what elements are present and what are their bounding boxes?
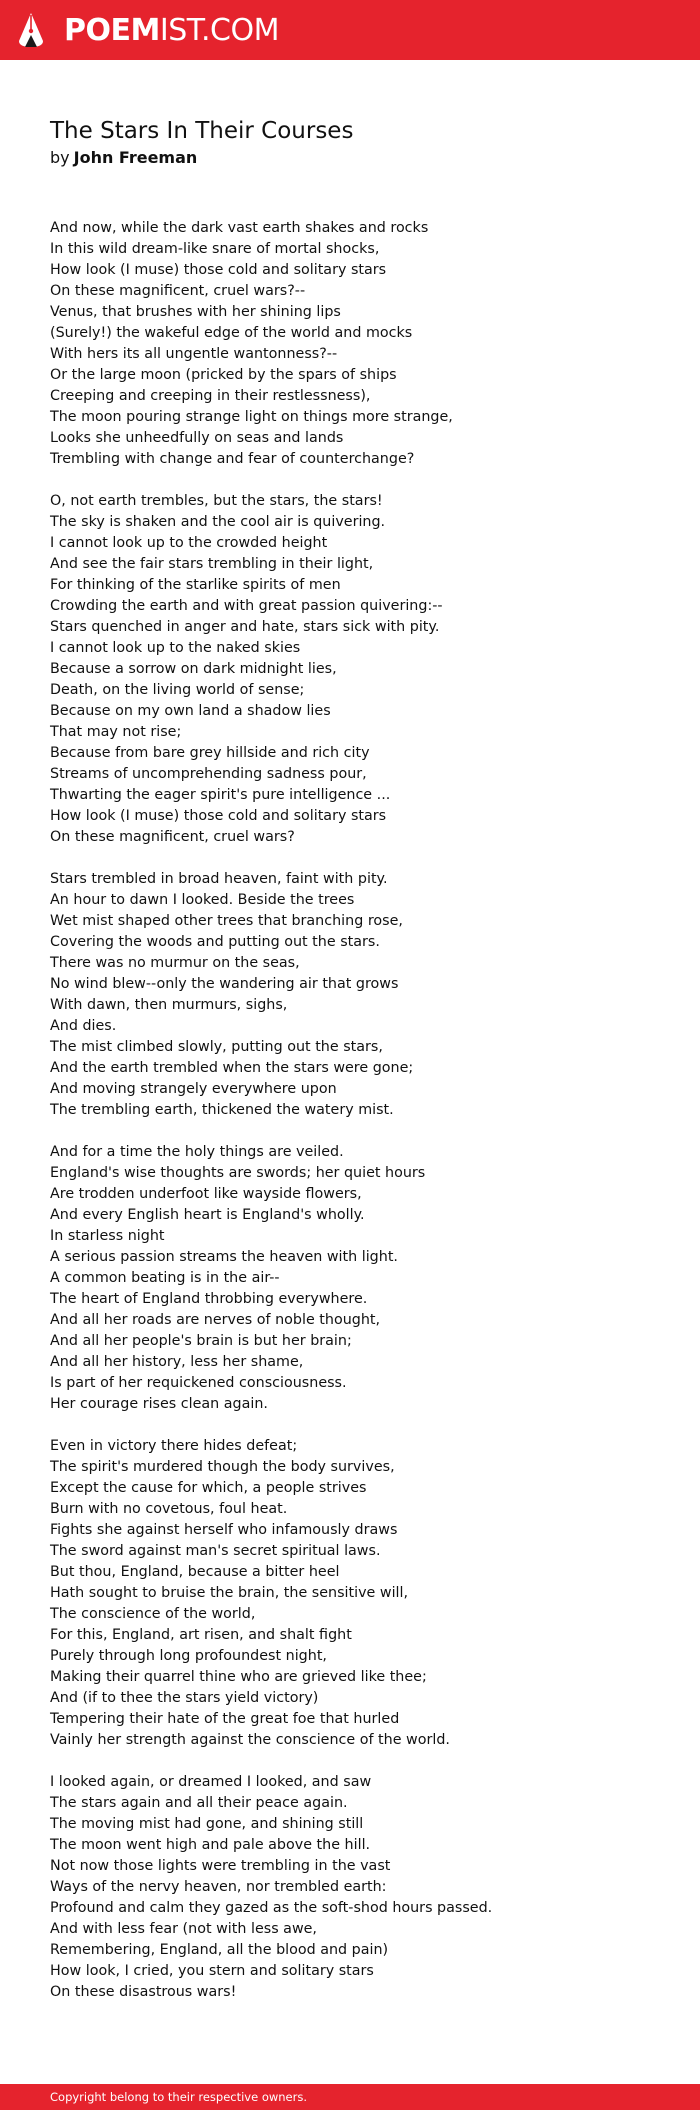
poem-line: The spirit's murdered though the body survives, [50,1459,395,1475]
poem-line: And see the fair stars trembling in their light, [50,556,374,572]
poem-line: Not now those lights were trembling in the vast [50,1858,391,1874]
poem-line: Looks she unheedfully on seas and lands [50,430,344,446]
stanza [50,1436,670,1751]
poem-line: And with less fear (not with less awe, [50,1921,317,1937]
poem-line: Because from bare grey hillside and rich city [50,745,370,761]
poem-line: I looked again, or dreamed I looked, and saw [50,1774,372,1790]
copyright-text: Copyright belong to their respective owners. [50,2090,308,2104]
poem-line: In this wild dream-like snare of mortal shocks, [50,241,380,257]
poem-line: Wet mist shaped other trees that branching rose, [50,913,403,929]
site-footer [0,2084,700,2110]
poem-line: Creeping and creeping in their restlessness), [50,388,371,404]
poem-title: The Stars In Their Courses [50,118,354,144]
poem-line: Purely through long profoundest night, [50,1648,327,1664]
poem-line: That may not rise; [50,724,182,740]
poem-line: And moving strangely everywhere upon [50,1081,337,1097]
poem-line: O, not earth trembles, but the stars, the stars! [50,493,383,509]
poem-line: But thou, England, because a bitter heel [50,1564,340,1580]
poem-line: The moon pouring strange light on things more strange, [50,409,453,425]
poem-line: Hath sought to bruise the brain, the sensitive will, [50,1585,409,1601]
poem-line: Her courage rises clean again. [50,1396,268,1412]
poem-line: Remembering, England, all the blood and pain) [50,1942,389,1958]
stanza-break [50,848,670,869]
byline-by: by [50,148,70,167]
poem-line: With dawn, then murmurs, sighs, [50,997,288,1013]
poem-line: No wind blew--only the wandering air that grows [50,976,399,992]
poem-line: And all her roads are nerves of noble thought, [50,1312,381,1328]
poem-line: The moon went high and pale above the hill. [50,1837,371,1853]
poem-line: The sword against man's secret spiritual laws. [50,1543,381,1559]
poem-line: The moving mist had gone, and shining still [50,1816,364,1832]
poem-line: Because on my own land a shadow lies [50,703,331,719]
poem-line: I cannot look up to the crowded height [50,535,328,551]
poem-line: I cannot look up to the naked skies [50,640,301,656]
stanza [50,1772,670,2003]
poem-line: Covering the woods and putting out the stars. [50,934,380,950]
poem-line: Or the large moon (pricked by the spars of ships [50,367,397,383]
site-logo[interactable] [16,11,279,51]
poem-line: And every English heart is England's wholly. [50,1207,365,1223]
poem-line: In starless night [50,1228,165,1244]
stanza-break [50,1415,670,1436]
poem-line: For thinking of the starlike spirits of men [50,577,341,593]
site-logo-text [64,11,279,51]
poem-line: The conscience of the world, [50,1606,256,1622]
poem-line: Death, on the living world of sense; [50,682,305,698]
logo-text-bold: POEM [64,13,160,48]
poem-line: On these magnificent, cruel wars?-- [50,283,306,299]
poem-line: Venus, that brushes with her shining lips [50,304,341,320]
poem-line: Fights she against herself who infamously draws [50,1522,398,1538]
poem-line: Thwarting the eager spirit's pure intelligence ... [50,787,391,803]
poem-line: Because a sorrow on dark midnight lies, [50,661,337,677]
poem-line: And all her people's brain is but her brain; [50,1333,352,1349]
poem-line: (Surely!) the wakeful edge of the world and mocks [50,325,413,341]
poem-line: There was no murmur on the seas, [50,955,300,971]
stanza [50,218,670,470]
poem-line: On these disastrous wars! [50,1984,237,2000]
poem-line: A serious passion streams the heaven with light. [50,1249,398,1265]
poem-line: Even in victory there hides defeat; [50,1438,298,1454]
poem-line: How look, I cried, you stern and solitary stars [50,1963,374,1979]
poem-line: On these magnificent, cruel wars? [50,829,295,845]
poem-line: The trembling earth, thickened the watery mist. [50,1102,394,1118]
poem-line: The mist climbed slowly, putting out the stars, [50,1039,383,1055]
poem-line: And dies. [50,1018,117,1034]
poem-line: Making their quarrel thine who are grieved like thee; [50,1669,427,1685]
poem-line: The heart of England throbbing everywhere. [50,1291,368,1307]
poem-line: Streams of uncomprehending sadness pour, [50,766,367,782]
poem-line: And all her history, less her shame, [50,1354,304,1370]
byline [50,147,197,169]
poem-line: An hour to dawn I looked. Beside the trees [50,892,355,908]
logo-text-light: IST.COM [159,13,279,48]
stanza-break [50,470,670,491]
poem-line: Are trodden underfoot like wayside flowers, [50,1186,362,1202]
poem-line: Tempering their hate of the great foe that hurled [50,1711,400,1727]
poem-line: A common beating is in the air-- [50,1270,280,1286]
poem-body [50,218,670,2003]
poem-line: And (if to thee the stars yield victory) [50,1690,319,1706]
stanza [50,1142,670,1415]
poem-line: The sky is shaken and the cool air is quivering. [50,514,386,530]
stanza-break [50,1121,670,1142]
poem-line: Except the cause for which, a people strives [50,1480,367,1496]
stanza [50,491,670,848]
poem-line: The stars again and all their peace again. [50,1795,348,1811]
poem-line: Vainly her strength against the conscience of the world. [50,1732,450,1748]
poem-line: Stars quenched in anger and hate, stars sick with pity. [50,619,440,635]
poem-line: Is part of her requickened consciousness. [50,1375,347,1391]
pencil-nib-icon [16,11,46,51]
poem-line: England's wise thoughts are swords; her quiet hours [50,1165,426,1181]
poem-line: Profound and calm they gazed as the soft-shod hours passed. [50,1900,493,1916]
poem-line: How look (I muse) those cold and solitary stars [50,808,387,824]
poem-line: How look (I muse) those cold and solitary stars [50,262,387,278]
poem-line: Stars trembled in broad heaven, faint with pity. [50,871,388,887]
poem-line: Ways of the nervy heaven, nor trembled earth: [50,1879,387,1895]
poem-line: And now, while the dark vast earth shakes and rocks [50,220,429,236]
poem-line: And for a time the holy things are veiled. [50,1144,344,1160]
poem-line: And the earth trembled when the stars were gone; [50,1060,414,1076]
poem-line: Trembling with change and fear of counterchange? [50,451,415,467]
poem-line: For this, England, art risen, and shalt fight [50,1627,352,1643]
site-header [0,0,700,60]
author-name: John Freeman [73,148,198,167]
stanza [50,869,670,1121]
poem-line: With hers its all ungentle wantonness?-- [50,346,338,362]
stanza-break [50,1751,670,1772]
poem-line: Burn with no covetous, foul heat. [50,1501,288,1517]
poem-line: Crowding the earth and with great passion quivering:-- [50,598,443,614]
